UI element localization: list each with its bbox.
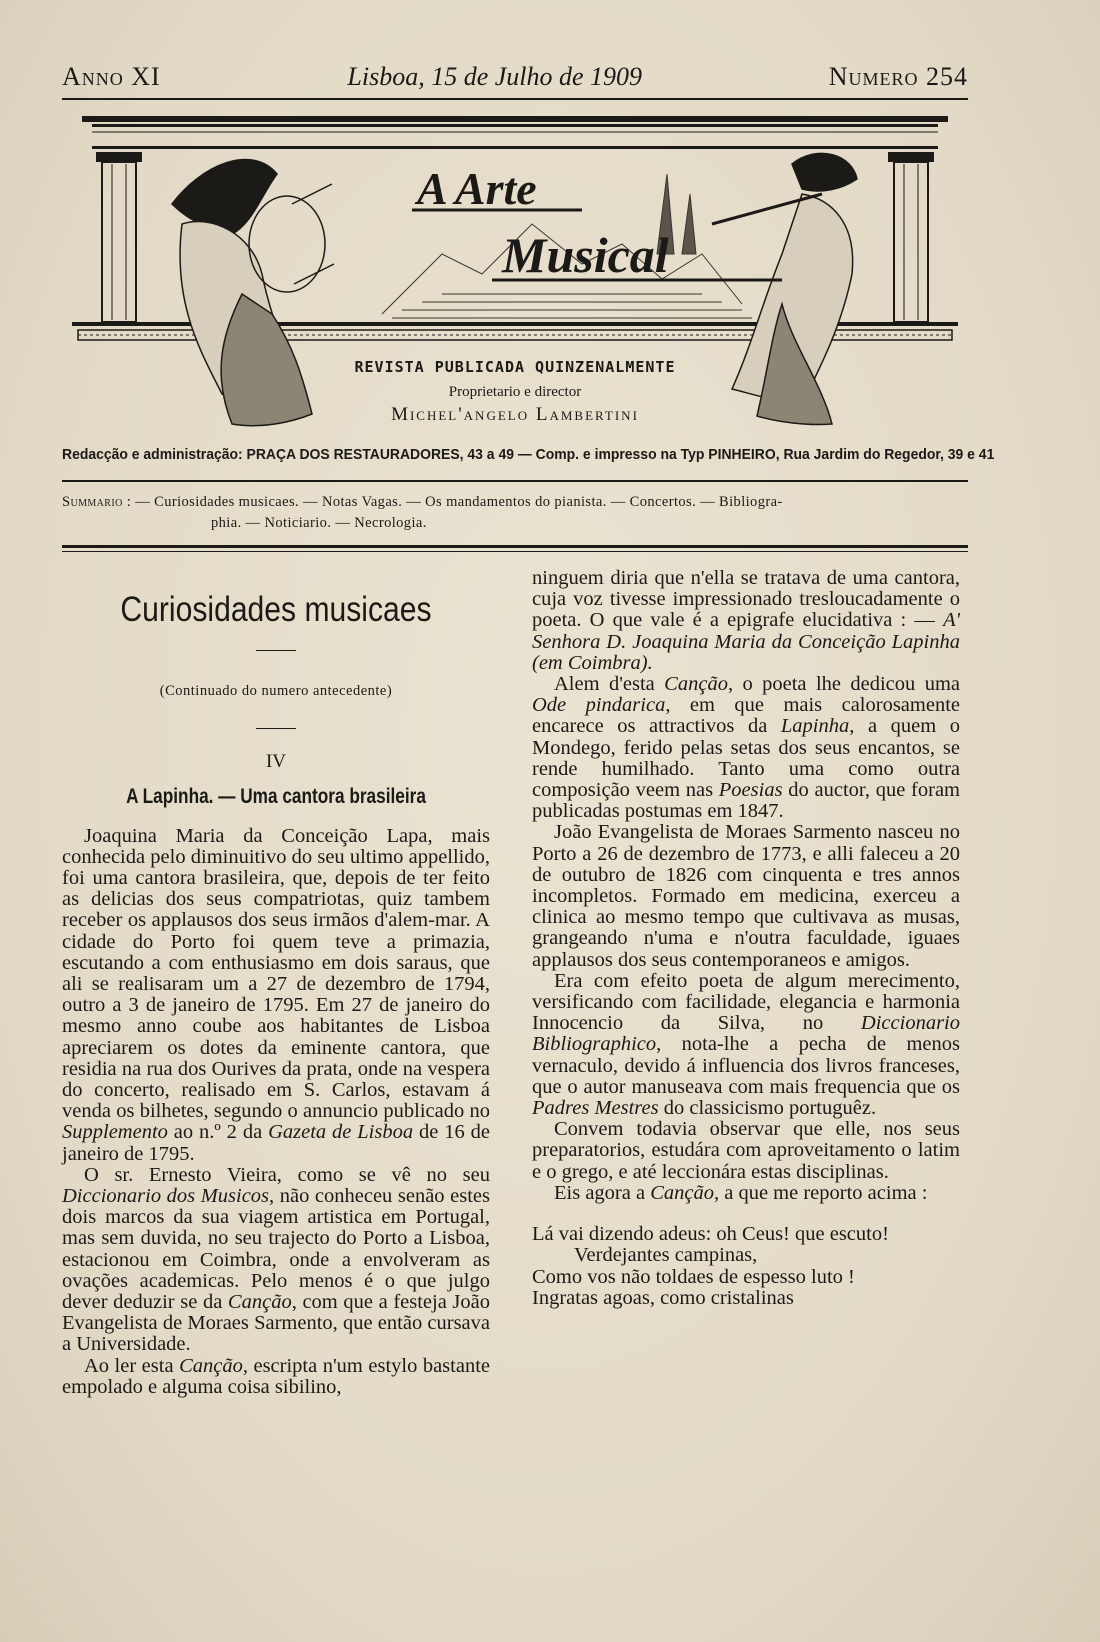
- summary: [62, 492, 974, 534]
- place-date: Lisboa, 15 de Julho de 1909: [347, 62, 643, 91]
- section-title: A Lapinha. — Uma cantora brasileira: [126, 785, 426, 809]
- redaccao-rule: [62, 480, 968, 482]
- issue-year: Anno XI: [62, 62, 161, 91]
- masthead-title-line2: Musical: [502, 227, 669, 283]
- column-right: [532, 568, 960, 1309]
- continued-rule: [256, 728, 296, 729]
- paragraph: O sr. Ernesto Vieira, como se vê no seu Diccionario dos Musicos, não conheceu senão estes dois marcos da sua viagem artistica em Portugal, mas sem duvida, no seu trajecto do Porto a Lisboa, estacionou em Coimbra, onde a envolveram as ovações academicas. Pelo menos é o que julgo dever deduzir se da Canção, com que a festeja João Evangelista de Moraes Sarmento, que então cursava a Universidade.: [62, 1163, 491, 1356]
- issue-number: Numero 254: [828, 62, 968, 91]
- paragraph: Era com efeito poeta de algum merecimento, versificando com facilidade, elegancia e harmonia Innocencio da Silva, no Diccionario Bibliographico, nota-lhe a pecha de menos vernaculo, devido á influencia dos livros franceses, que o autor manuseava com mais frequencia que os Padres Mestres do classicismo portuguêz.: [532, 969, 960, 1120]
- masthead-title-line1: A Arte: [417, 163, 537, 214]
- header-rule: [62, 98, 968, 100]
- paragraph: Joaquina Maria da Conceição Lapa, mais conhecida pelo diminuitivo do seu ultimo appellido, foi uma cantora brasileira, que, depois de ter feito as delicias dos seus compatriotas, quiz tambem receber os applausos dos seus irmãos d'alem-mar. A cidade do Porto foi quem teve a primazia, escutando a com enthusiasmo em dois saraus, que ali se realisaram um a 27 de dezembro de 1794, outro a 3 de janeiro de 1795. Em 27 de janeiro do mesmo anno coube aos habitantes de Lisboa apreciarem os dotes da eminente cantora, que residia na rua dos Ourives da prata, onde na vespera do concerto, realisado em S. Carlos, estavam á venda os bilhetes, segundo o annuncio publicado no Supplemento ao n.º 2 da Gazeta de Lisboa de 16 de janeiro de 1795.: [62, 824, 490, 1165]
- paragraph: Convem todavia observar que elle, nos seus preparatorios, estudára com aproveitamento o latim e o grego, e até leccionára estas disciplinas.: [532, 1118, 960, 1183]
- paragraph: Ao ler esta Canção, escripta n'um estylo bastante empolado e alguma coisa sibilino,: [62, 1354, 491, 1398]
- summary-label: Summario :: [62, 494, 132, 510]
- masthead-proprietor-label: Proprietario e director: [448, 384, 582, 400]
- masthead-subtitle: REVISTA PUBLICADA QUINZENALMENTE: [354, 358, 676, 376]
- poem-line: Ingratas agoas, como cristalinas: [532, 1286, 794, 1309]
- poem-line: Como vos não toldaes de espesso luto !: [532, 1265, 855, 1288]
- poem-line: Lá vai dizendo adeus: oh Ceus! que escuto!: [532, 1223, 889, 1246]
- paragraph: ninguem diria que n'ella se tratava de uma cantora, cuja voz tivesse impressionado tresloucadamente o poeta. O que vale é a epigrafe elucidativa : — A' Senhora D. Joaquina Maria da Conceição Lapinha (em Coimbra).: [532, 567, 960, 674]
- paragraph: Alem d'esta Canção, o poeta lhe dedicou uma Ode pindarica, em que mais calorosamente encarece os attractivos da Lapinha, a quem o Mondego, ferido pelas setas dos seus encantos, se rende humilhado. Tanto uma como outra composição veem nas Poesias do auctor, que foram publicadas postumas em 1847.: [532, 673, 960, 823]
- summary-rule-top: [62, 545, 968, 548]
- poem: [532, 1224, 960, 1309]
- article-continued: (Continuado do numero antecedente): [159, 683, 393, 699]
- section-number: IV: [265, 751, 287, 773]
- title-rule: [256, 650, 296, 651]
- column-left: [62, 568, 490, 1398]
- header-line: [62, 62, 968, 96]
- summary-rule-bottom: [62, 551, 968, 552]
- poem-line: Verdejantes campinas,: [574, 1244, 758, 1267]
- masthead-director: Michel'angelo Lambertini: [391, 404, 639, 425]
- summary-line1: — Curiosidades musicaes. — Notas Vagas. — Os mandamentos do pianista. — Concertos. — Bibliogra-: [131, 494, 783, 510]
- masthead: [62, 104, 968, 434]
- article-title: Curiosidades musicaes: [120, 590, 432, 629]
- paragraph: Eis agora a Canção, a que me reporto acima :: [554, 1181, 928, 1204]
- summary-line2: phia. — Noticiario. — Necrologia.: [211, 515, 427, 531]
- redaccao-line: Redacção e administração: PRAÇA DOS RESTAURADORES, 43 a 49 — Comp. e impresso na Typ PINHEIRO, Rua Jardim do Regedor, 39 e 41: [62, 446, 995, 463]
- paragraph: João Evangelista de Moraes Sarmento nasceu no Porto a 26 de dezembro de 1773, e alli faleceu a 20 de outubro de 1826 com cinquenta e tres annos incompletos. Formado em medicina, exerceu a clinica ao mesmo tempo que cultivava as musas, grangeando n'uma e n'outra faculdade, iguaes applausos dos seus contemporaneos e amigos.: [532, 821, 960, 971]
